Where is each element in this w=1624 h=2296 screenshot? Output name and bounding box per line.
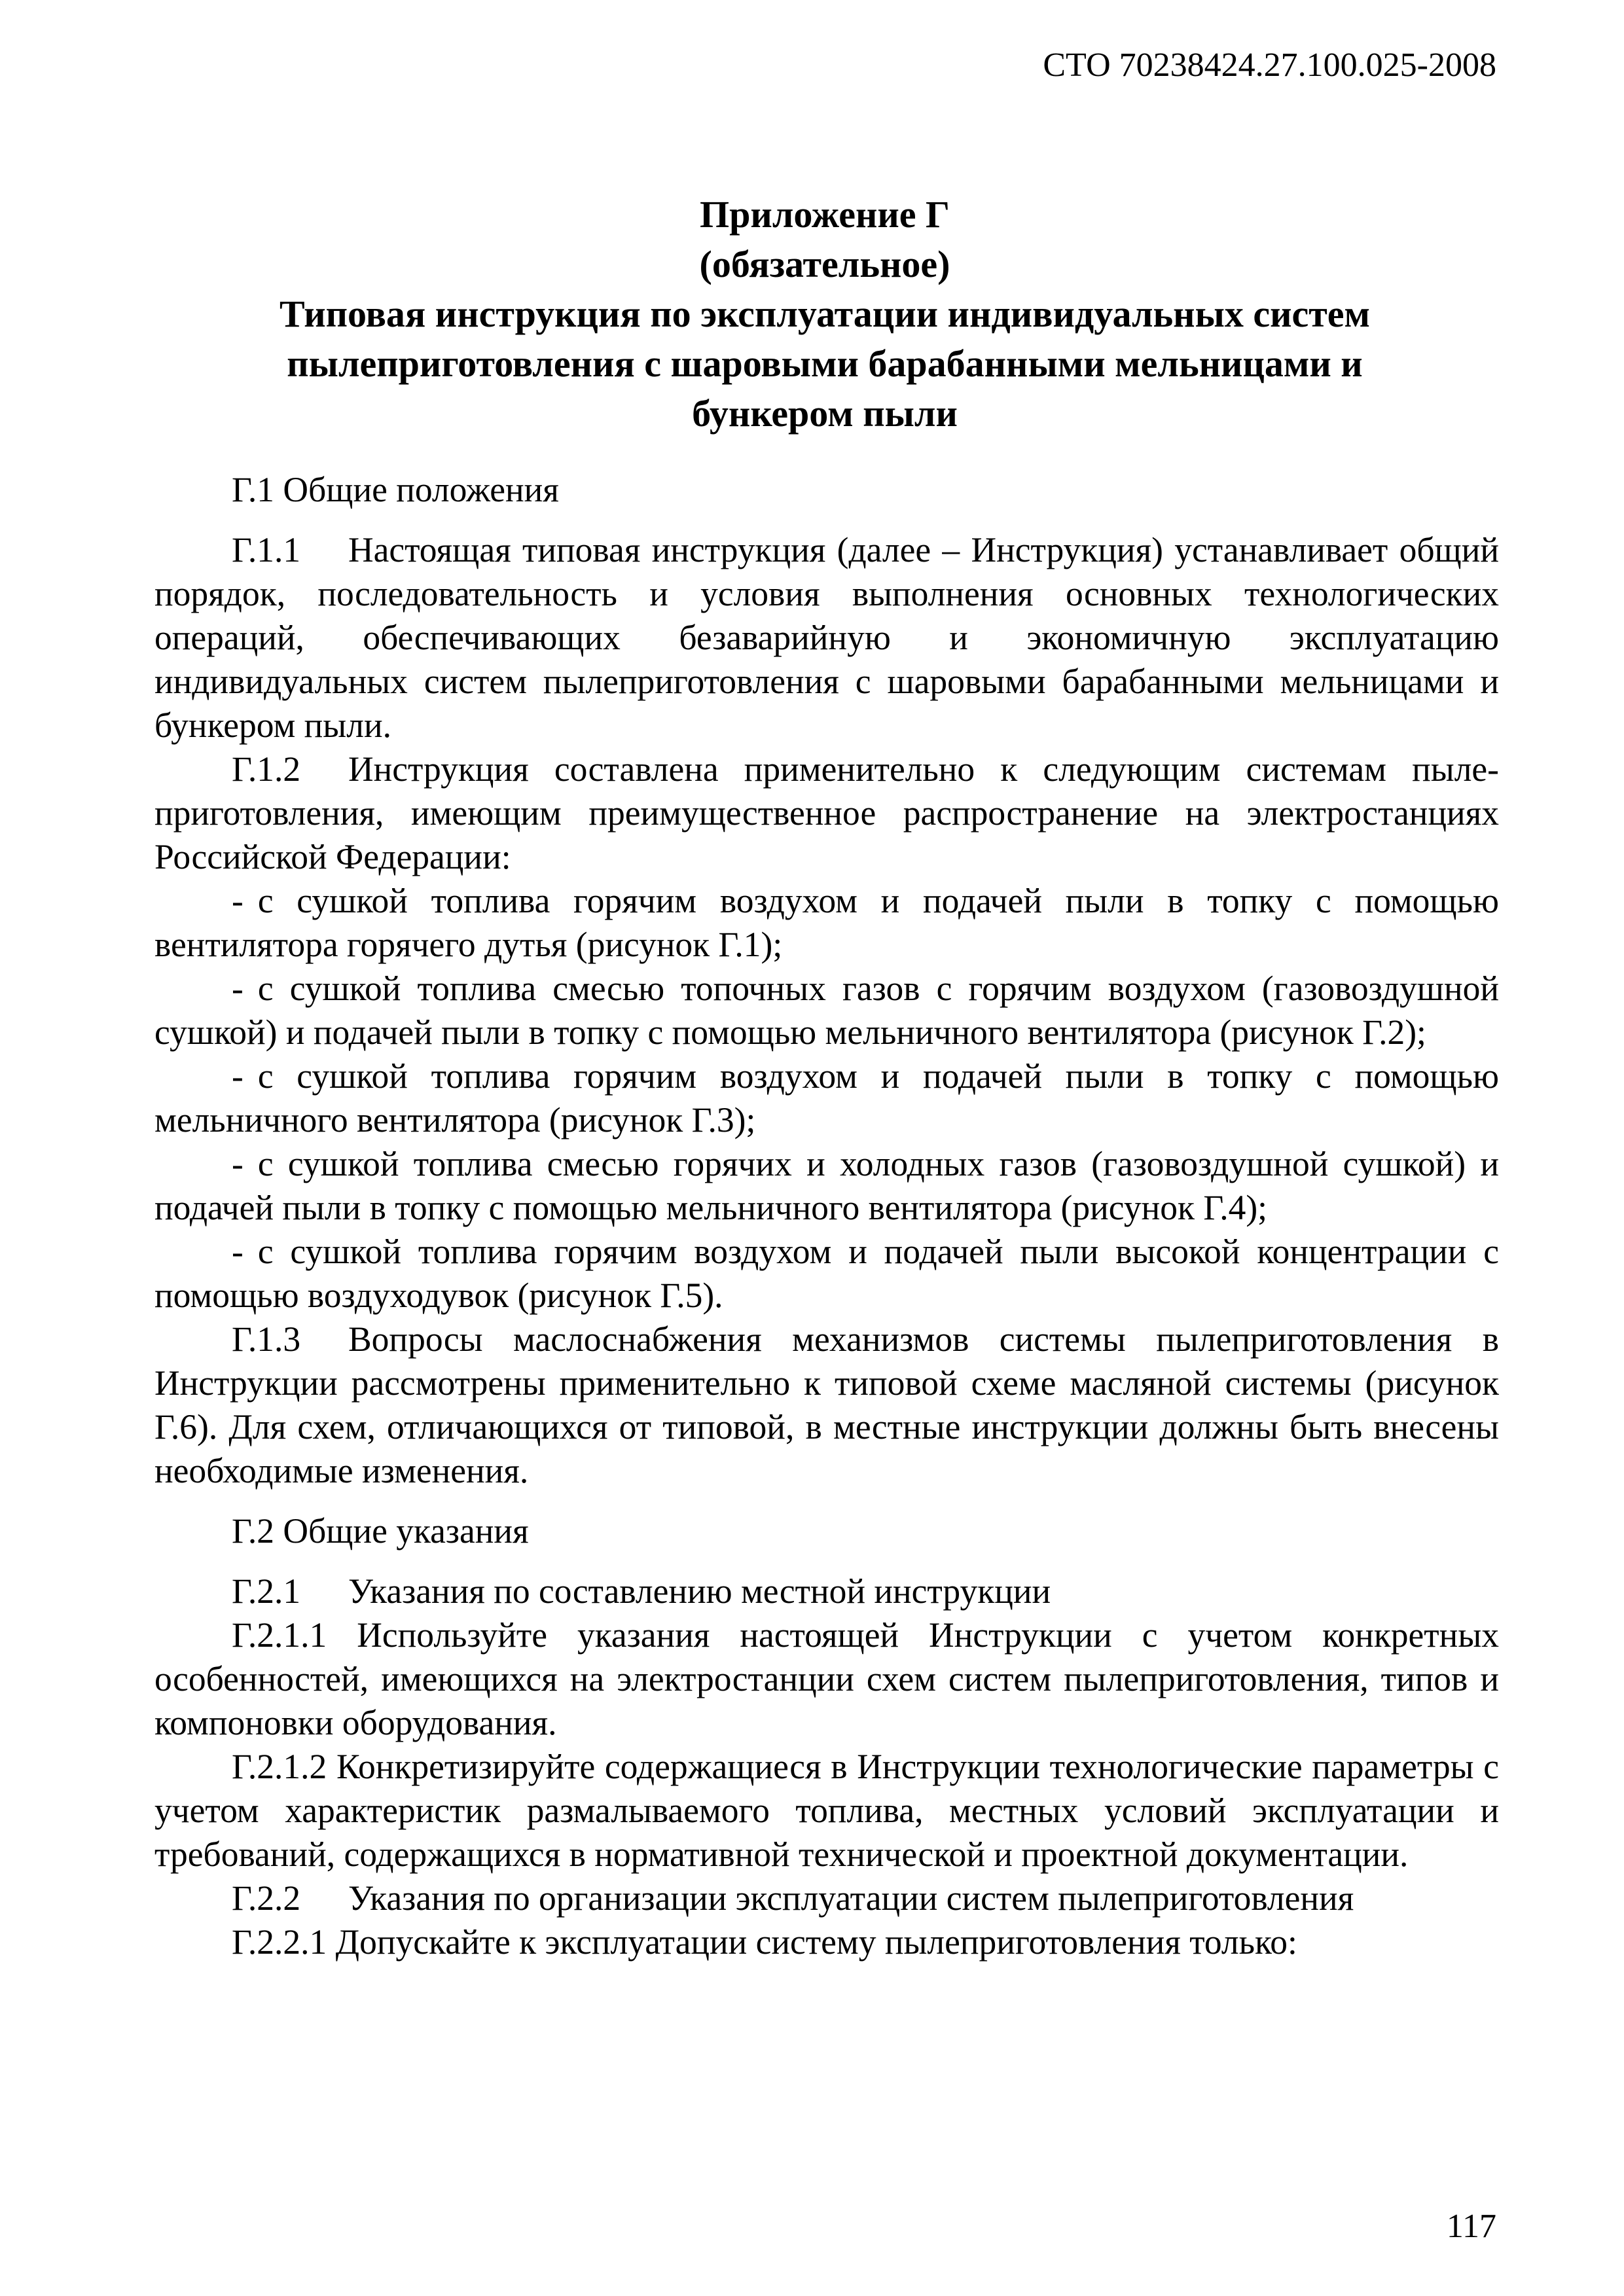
paragraph-g1-1 [154, 528, 1499, 747]
clause-text: Используйте указания настоящей Инструкции с учетом конкретных особенностей, имеющихся на электростанции схем систем пылеприготовления, типов и компоновки оборудования. [154, 1615, 1500, 1742]
list-item-text: с сушкой топлива горячим воздухом и подачей пыли в топку с помощью мельничного вентилятора (рисунок Г.3); [154, 1056, 1499, 1139]
paragraph-g1-2 [154, 747, 1499, 879]
appendix-status: (обязательное) [699, 243, 950, 285]
paragraph-g2-1-2 [154, 1745, 1499, 1876]
clause-number: Г.1.1 [232, 530, 301, 569]
dash-marker: - [232, 881, 244, 920]
clause-text: Указания по организации эксплуатации систем пылеприготовления [348, 1878, 1354, 1918]
appendix-header [151, 190, 1499, 439]
dash-marker: - [232, 1056, 244, 1096]
paragraph-g1-3 [154, 1318, 1499, 1493]
clause-number: Г.2.1 [232, 1571, 301, 1611]
section-heading-g1: Г.1 Общие положения [232, 470, 559, 509]
clause-text: Вопросы маслоснабжения механизмов системы пылеприготовления в Инструкции рассмотрены применительно к типовой схеме масляной системы (рисунок Г.6). Для схем, отличающихся от типовой, в местные инструкции должны быть внесены необходимые изменения. [154, 1319, 1499, 1490]
clause-text: Инструкция составлена применительно к следующим системам пылеприготовления, имеющим преимущественное распространение на электростанциях Российской Федерации: [154, 749, 1499, 876]
paragraph-g2-1 [154, 1570, 1499, 1613]
clause-number: Г.2.1.1 [232, 1615, 327, 1655]
appendix-title-line-3: бункером пыли [692, 392, 958, 435]
dash-marker: - [232, 969, 244, 1008]
clause-text: Настоящая типовая инструкция (далее – Инструкция) устанавливает общий порядок, последовательность и условия выполнения основных технологических операций, обеспечивающих безаварийную и экономичную эксплуатацию индивидуальных систем пылеприготовления с шаровыми барабанными мельницами и бункером пыли. [154, 530, 1499, 745]
clause-number: Г.1.2 [232, 749, 301, 789]
list-item [154, 879, 1499, 967]
document-body [154, 468, 1499, 1964]
list-item-text: с сушкой топлива смесью топочных газов с горячим воздухом (газовоздушной сушкой) и подачей пыли в топку с помощью мельничного вентилятора (рисунок Г.2); [154, 969, 1499, 1052]
list-item [154, 1230, 1499, 1318]
page-number: 117 [1446, 2208, 1496, 2245]
appendix-title-line-2: пылеприготовления с шаровыми барабанными мельницами и [287, 342, 1363, 385]
document-code: СТО 70238424.27.100.025-2008 [1043, 46, 1496, 84]
paragraph-g2-2 [154, 1876, 1499, 1920]
list-item [154, 1142, 1499, 1230]
section-heading-g2: Г.2 Общие указания [232, 1511, 529, 1551]
clause-number: Г.1.3 [232, 1319, 301, 1359]
list-item [154, 967, 1499, 1054]
clause-number: Г.2.2 [232, 1878, 301, 1918]
dash-marker: - [232, 1232, 244, 1271]
clause-number: Г.2.1.2 [232, 1747, 327, 1786]
list-item [154, 1054, 1499, 1142]
clause-number: Г.2.2.1 [232, 1922, 327, 1962]
appendix-title-line-1: Типовая инструкция по эксплуатации индивидуальных систем [279, 293, 1371, 335]
clause-text: Допускайте к эксплуатации систему пылеприготовления только: [335, 1922, 1297, 1962]
paragraph-g2-1-1 [154, 1613, 1499, 1745]
dash-marker: - [232, 1144, 244, 1183]
clause-text: Указания по составлению местной инструкции [348, 1571, 1051, 1611]
clause-text: Конкретизируйте содержащиеся в Инструкции технологические параметры с учетом характеристик размалываемого топлива, местных условий эксплуатации и требований, содержащихся в нормативной технической и проектной документации. [154, 1747, 1500, 1874]
appendix-label: Приложение Г [700, 193, 950, 236]
paragraph-g2-2-1 [154, 1920, 1499, 1964]
list-item-text: с сушкой топлива горячим воздухом и подачей пыли в топку с помощью вентилятора горячего дутья (рисунок Г.1); [154, 881, 1499, 964]
list-item-text: с сушкой топлива смесью горячих и холодных газов (газовоздушной сушкой) и подачей пыли в топку с помощью мельничного вентилятора (рисунок Г.4); [154, 1144, 1499, 1227]
list-item-text: с сушкой топлива горячим воздухом и подачей пыли высокой концентрации с помощью воздуходувок (рисунок Г.5). [154, 1232, 1499, 1315]
